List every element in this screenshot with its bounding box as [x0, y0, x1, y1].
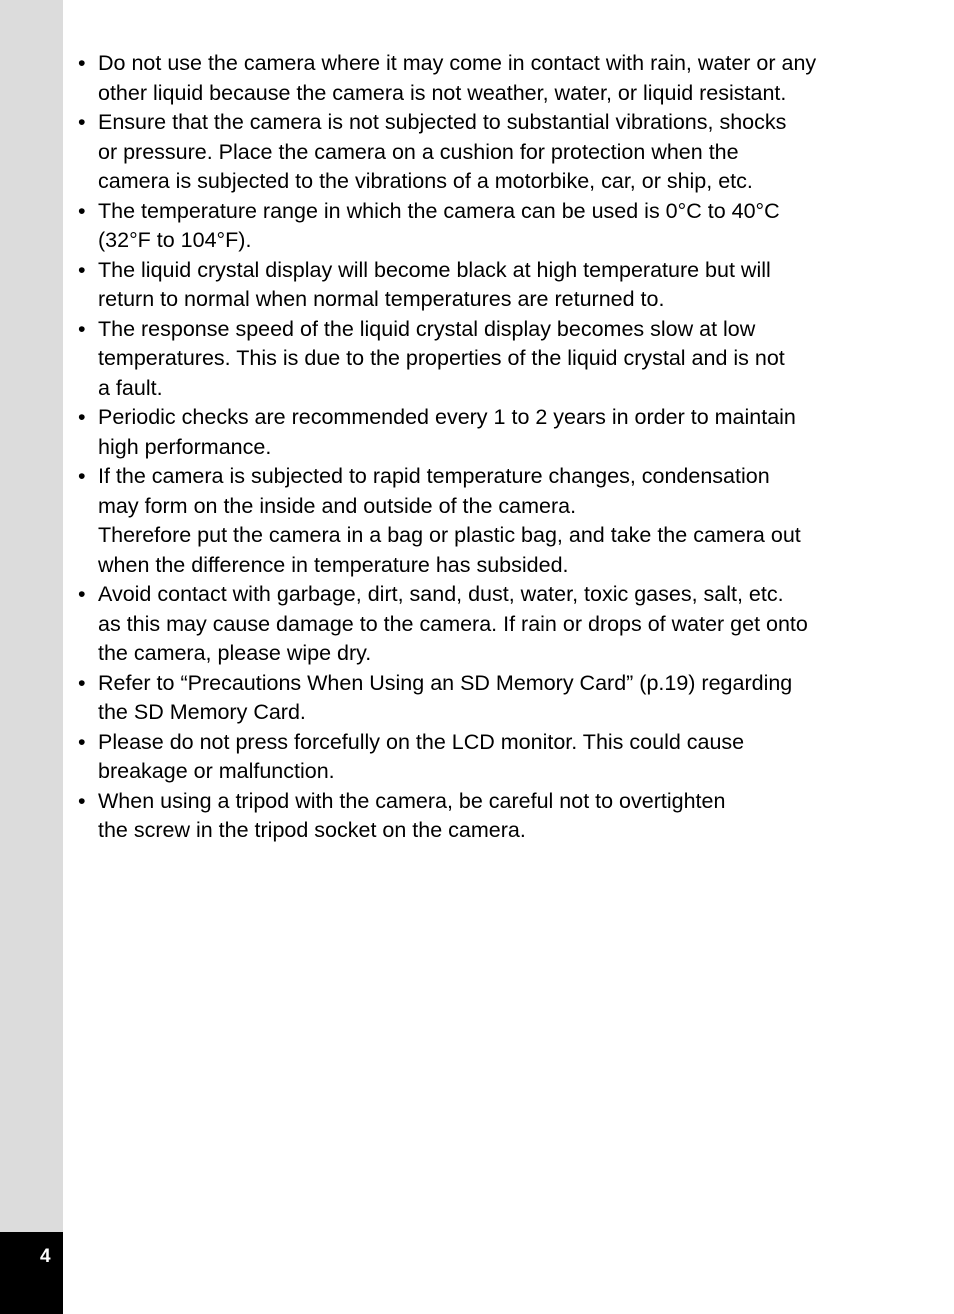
text-line: the screw in the tripod socket on the camera. — [98, 818, 526, 842]
text-line: the SD Memory Card. — [98, 700, 306, 724]
list-item — [76, 669, 876, 728]
text-line: Refer to “Precautions When Using an SD Memory Card” (p.19) regarding — [98, 670, 793, 695]
bullet-mark: • — [78, 788, 86, 813]
text-line: temperatures. This is due to the properties of the liquid crystal and is not — [98, 346, 785, 370]
bullet-mark: • — [78, 729, 86, 754]
text-line: Ensure that the camera is not subjected to substantial vibrations, shocks — [98, 110, 787, 134]
text-line: When using a tripod with the camera, be careful not to overtighten — [98, 788, 726, 813]
text-line: Periodic checks are recommended every 1 to 2 years in order to maintain — [98, 405, 796, 429]
text-line: as this may cause damage to the camera. If rain or drops of water get onto — [98, 611, 808, 636]
list-item — [76, 580, 876, 669]
text-line: or pressure. Place the camera on a cushion for protection when the — [98, 139, 739, 164]
text-line: Please do not press forcefully on the LCD monitor. This could cause — [98, 729, 745, 754]
list-item — [76, 403, 876, 462]
text-line: the camera, please wipe dry. — [98, 641, 372, 665]
bullet-mark: • — [78, 110, 86, 134]
bullet-mark: • — [78, 198, 86, 223]
bullet-mark: • — [78, 405, 86, 429]
bullet-mark: • — [78, 51, 86, 75]
text-line: breakage or malfunction. — [98, 759, 335, 783]
page-number: 4 — [40, 1246, 51, 1267]
text-line: The temperature range in which the camera can be used is 0°C to 40°C — [98, 198, 780, 223]
list-item — [76, 108, 876, 197]
bullet-mark: • — [78, 316, 86, 341]
text-line: may form on the inside and outside of the camera. — [98, 493, 577, 518]
text-line: (32°F to 104°F). — [98, 228, 252, 252]
list-item — [76, 728, 876, 787]
bullet-mark: • — [78, 464, 86, 488]
list-item — [76, 462, 876, 580]
text-line: The response speed of the liquid crystal display becomes slow at low — [98, 316, 756, 341]
list-item — [76, 787, 876, 846]
list-item — [76, 49, 876, 108]
text-line: Therefore put the camera in a bag or plastic bag, and take the camera out — [98, 523, 801, 547]
text-line: Avoid contact with garbage, dirt, sand, dust, water, toxic gases, salt, etc. — [98, 582, 784, 606]
text-line: camera is subjected to the vibrations of a motorbike, car, or ship, etc. — [98, 169, 753, 193]
text-line: Do not use the camera where it may come in contact with rain, water or any — [98, 51, 817, 75]
list-item — [76, 315, 876, 404]
bullet-mark: • — [78, 257, 86, 282]
text-line: other liquid because the camera is not weather, water, or liquid resistant. — [98, 80, 787, 105]
bullet-mark: • — [78, 582, 86, 606]
text-line: return to normal when normal temperatures are returned to. — [98, 287, 665, 311]
bullet-mark: • — [78, 670, 86, 695]
list-item — [76, 197, 876, 256]
precautions-list — [76, 49, 876, 846]
list-item — [76, 256, 876, 315]
side-margin-strip — [0, 0, 63, 1314]
page-number-tab — [0, 1232, 63, 1314]
text-line: The liquid crystal display will become black at high temperature but will — [98, 257, 771, 282]
text-line: a fault. — [98, 375, 163, 400]
text-line: high performance. — [98, 434, 272, 459]
text-line: when the difference in temperature has subsided. — [98, 552, 569, 577]
text-line: If the camera is subjected to rapid temperature changes, condensation — [98, 464, 770, 488]
